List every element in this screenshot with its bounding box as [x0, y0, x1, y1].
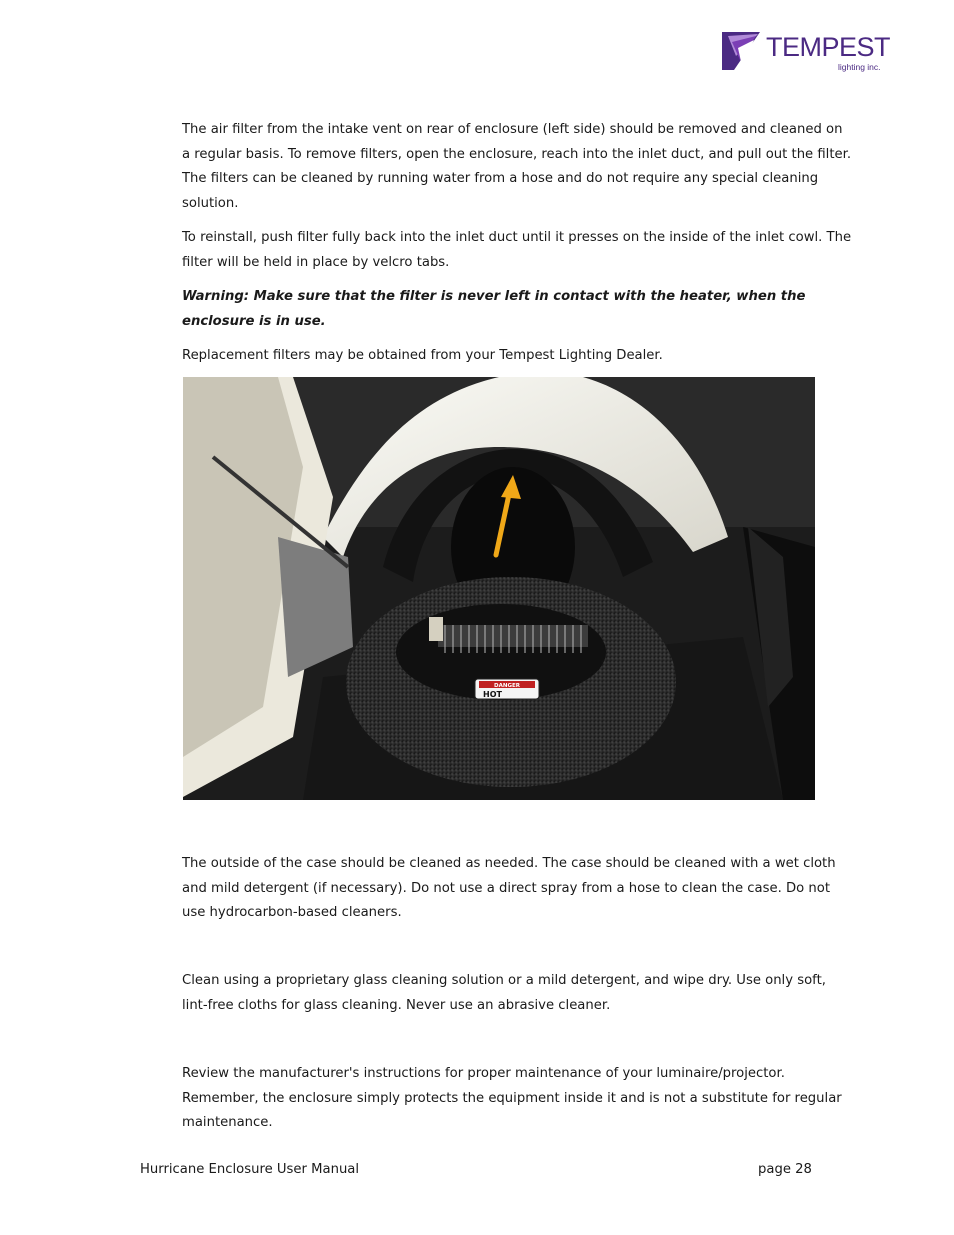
heater-warning: Warning: Make sure that the filter is never left in contact with the heater, when the enclosure is in use. — [182, 289, 806, 329]
page-number: page 28 — [758, 1162, 812, 1177]
logo-wordmark: TEMPEST — [766, 32, 891, 62]
case-cleaning-paragraph: The outside of the case should be cleaned as needed. The case should be cleaned with a wet cloth and mild detergent (if necessary). Do not use a direct spray from a hose to clean the case. Do not use hydrocarbon-based cleaners. — [182, 856, 836, 921]
filter-cleaning-paragraph: The air filter from the intake vent on rear of enclosure (left side) should be removed and cleaned on a regular basis. To remove filters, open the enclosure, reach into the inlet duct, and pull out the filter. The filters can be cleaned by running water from a hose and do not require any special cleaning solution. — [182, 122, 852, 211]
footer-title: Hurricane Enclosure User Manual — [140, 1162, 360, 1177]
filter-photo — [183, 377, 815, 800]
glass-cleaning-paragraph: Clean using a proprietary glass cleaning solution or a mild detergent, and wipe dry. Use only soft, lint-free cloths for glass cleaning. Never use an abrasive cleaner. — [182, 973, 826, 1013]
logo-tagline: lighting inc. — [838, 62, 881, 72]
tempest-logo — [720, 28, 895, 76]
tempest-logo-mark-icon — [720, 28, 764, 74]
equipment-maintenance-paragraph: Review the manufacturer's instructions for proper maintenance of your luminaire/projector. Remember, the enclosure simply protects the equipment inside it and is not a substitute for regular maintenance. — [182, 1066, 842, 1131]
danger-sign-label: DANGER — [494, 683, 520, 689]
replacement-filters-paragraph: Replacement filters may be obtained from your Tempest Lighting Dealer. — [182, 348, 663, 363]
hot-sign-label: HOT — [483, 690, 502, 699]
filter-reinstall-paragraph: To reinstall, push filter fully back into the inlet duct until it presses on the inside of the inlet cowl. The filter will be held in place by velcro tabs. — [182, 230, 852, 270]
